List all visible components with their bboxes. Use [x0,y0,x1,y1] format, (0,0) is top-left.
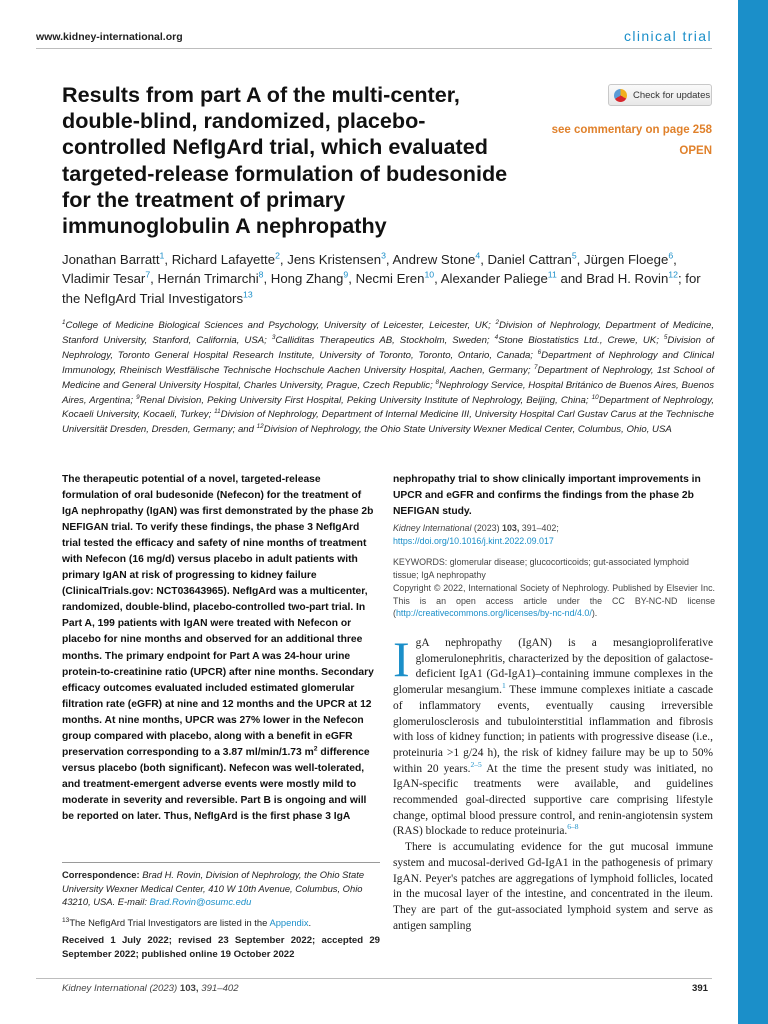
affiliation-list [62,319,714,438]
check-for-updates-button[interactable] [608,84,712,106]
intro-text-1: gA nephropathy (IgAN) is a mesangioproliferative glomerulonephritis, characterized by the deposition of galactose-deficient IgA1 (Gd-IgA1)–containing immune complexes in the glomerular mesangium. [393,637,713,697]
publication-dates: Received 1 July 2022; revised 23 September 2022; accepted 29 September 2022; published online 19 October 2022 [62,935,380,961]
drop-cap: I [393,631,410,687]
footer-citation [62,983,239,994]
intro-text-3: At the time the present study was initiated, no IgAN-specific treatments were available, and guidelines recommended goal-directed supportive care comprising lifestyle change, optimal blood pressure control, and renin-angiotensin system (RAS) blockade to reduce proteinuria. [393,762,713,838]
affiliation-text: College of Medicine Biological Sciences and Psychology, University of Leicester, Leicester, UK; [65,320,496,331]
abstract-text: The therapeutic potential of a novel, targeted-release formulation of oral budesonide (Nefecon) for the treatment of IgA nephropathy (IgAN) was first demonstrated by the phase 2b NEFIGAN trial. To verify these findings, the phase 3 NefIgArd trial tested the efficacy and safety of nine months of treatment with Nefecon (16 mg/d) versus placebo in adult patients with primary IgAN at risk of progressing to kidney failure (ClinicalTrials.gov: NCT03643965). NefIgArd was a multicenter, randomized, double-blind, placebo-controlled two-part trial. In Part A, 199 patients with IgAN were treated with Nefecon or placebo for nine months and observed for an additional three months. The primary endpoint for Part A was 24-hour urine protein-to-creatinine ratio (UPCR) after nine months. Secondary efficacy outcomes evaluated included estimated glomerular filtration rate (eGFR) at nine and 12 months and the UPCR at 12 months. At nine months, UPCR was 27% lower in the Nefecon group compared with placebo, along with a benefit in eGFR preservation corresponding to a 3.87 ml/min/1.73 m [62,474,374,758]
license-text: Copyright © 2022, International Society of Nephrology. Published by Elsevier Inc. This is an open access article under the CC BY-NC-ND license ( [393,583,715,619]
author-name: Andrew Stone [392,252,476,267]
section-label: clinical trial [623,28,712,44]
footer-journal-name: Kidney International [62,983,147,994]
author-separator: , [279,252,288,267]
abstract-right-column: nephropathy trial to show clinically important improvements in UPCR and eGFR and confirms the findings from the phase 2b NEFIGAN study. [393,474,701,518]
affiliation-number: 9 [136,393,140,401]
investigators-note-superscript: 13 [62,917,70,924]
citation-journal: Kidney International [393,523,472,533]
journal-side-bar [738,0,768,1024]
author-separator: , [150,271,158,287]
doi-link[interactable]: https://doi.org/10.1016/j.kint.2022.09.017 [393,535,554,546]
author-name: Vladimir Tesar [62,271,146,287]
footnote-divider [62,862,380,863]
correspondence-text: Brad H. Rovin, Division of Nephrology, the Ohio State University Wexner Medical Center, 410 W 10th Avenue, Columbus, Ohio 43210, USA. E-mail: [62,869,365,908]
author-affiliation-number: 13 [243,289,253,300]
affiliation-number: 7 [533,363,538,371]
reference-2-5[interactable]: 2–5 [470,759,482,769]
keywords: KEYWORDS: glomerular disease; glucocorticoids; gut-associated lymphoid tissue; IgA nephropathy [393,557,689,580]
page-number: 391 [691,983,708,994]
intro-text-2: These immune complexes initiate a cascade of inflammatory events, eventually causing irreversible glomerulosclerosis and tubulointerstitial inflammation and fibrosis with loss of kidney function; in patients with progressive disease (i.e., proteinuria >1 g/24 h), the risk of kidney failure may be up to 50% within 20 years. [393,684,714,775]
author-name: Richard Lafayette [171,252,276,267]
author-name: Hong Zhang [270,271,344,287]
commentary-link[interactable]: see commentary on page 258 [551,124,712,136]
author-affiliation-number: 2 [275,250,280,261]
reference-1[interactable]: 1 [502,681,506,691]
author-separator: , [263,271,271,287]
investigators-note-text: The NefIgArd Trial Investigators are listed in the [69,917,270,929]
affiliation-number: 1 [62,318,66,326]
license-close: ). [591,608,598,619]
affiliation-text: Renal Division, Peking University First Hospital, Peking University Institute of Nephrology, Beijing, China; [139,394,592,406]
header-divider [36,48,712,49]
footer-pages: 391–402 [198,983,239,994]
affiliation-number: 11 [214,408,221,416]
affiliation-number: 4 [494,333,499,341]
site-url[interactable]: www.kidney-international.org [36,31,183,43]
affiliation-text: Stone Biostatistics Ltd., Crewe, UK; [498,334,664,346]
author-affiliation-number: 4 [475,250,481,261]
author-name: Alexander Paliege [440,271,548,287]
abstract-superscript: 2 [313,745,318,753]
affiliation-number: 2 [495,318,499,326]
author-separator: , [434,271,441,287]
author-affiliation-number: 12 [668,270,678,281]
investigators-note [62,914,380,929]
author-affiliation-number: 5 [571,250,577,261]
license-link[interactable]: http://creativecommons.org/licenses/by-nc-nd/4.0/ [395,608,592,619]
affiliation-number: 10 [591,393,599,401]
affiliation-text: Nephrology Service, Hospital Británico de Buenos Aires, Buenos Aires, Argentina; [62,379,715,406]
author-name: Jonathan Barratt [62,252,160,267]
author-separator: ; [677,271,686,287]
author-affiliation-number: 3 [381,250,386,261]
email-link[interactable]: Brad.Rovin@osumc.edu [149,896,252,908]
author-separator: , [164,252,172,267]
affiliation-number: 3 [271,333,276,341]
affiliation-number: 5 [663,333,668,341]
author-separator: , [480,252,488,267]
correspondence-label: Correspondence: [62,869,140,880]
abstract-left-column [62,472,380,825]
article-title: Results from part A of the multi-center, double-blind, randomized, placebo-controlled NefIgArd trial, which evaluated targeted-release formulation of budesonide for the treatment of primary immunoglobulin A nephropathy [62,82,508,239]
affiliation-number: 12 [256,423,264,431]
author-name: for the NefIgArd Trial Investigators [62,271,701,306]
intro-paragraph-1 [393,631,714,840]
author-affiliation-number: 8 [258,270,264,281]
author-affiliation-number: 10 [424,270,435,281]
intro-paragraph-2: There is accumulating evidence for the gut mucosal immune system and mucosal-derived Gd-IgA1 in the pathogenesis of primary IgAN. Peyer's patches are aggregations of lymphoid follicles, located in the mucosal layer of the intestine, and concentrated in the ileum. They are part of the gut-associated lymphoid system and serve as antigen sampling [393,841,713,932]
footer-year: (2023) [146,983,180,994]
author-name: Jürgen Floege [584,252,669,267]
author-affiliation-number: 6 [668,250,674,261]
affiliation-text: Department of Nephrology and Clinical Immunology, Rheinisch Westfälische Technische Hochschule Aachen University Hospital, Aachen, Germany; [62,349,714,376]
author-separator: , [385,252,393,267]
citation-pages: 391–402; [519,523,559,533]
author-affiliation-number: 11 [547,270,557,281]
author-affiliation-number: 9 [343,270,349,281]
affiliation-text: Division of Nephrology, the Ohio State University Wexner Medical Center, Columbus, Ohio, USA [263,424,672,436]
citation-year: (2023) [471,523,503,533]
check-for-updates-label: Check for updates [633,89,711,101]
footer-volume: 103, [179,983,199,994]
correspondence [62,868,380,909]
affiliation-number: 8 [435,378,440,386]
affiliation-text: Division of Nephrology, Department of Internal Medicine III, University Hospital Carl Gustav Carus at the Technische Universität Dresden, Dresden, Germany; and [62,409,714,436]
author-separator: , [673,252,677,267]
affiliation-number: 6 [537,348,542,356]
author-separator: , [348,271,356,287]
license-statement [393,582,715,620]
affiliation-text: Department of Nephrology, 1st School of Medicine and General University Hospital, Charles University, Prague, Czech Republic; [62,364,714,391]
appendix-link[interactable]: Appendix [269,917,309,929]
author-name: Brad H. Rovin [586,271,669,287]
citation-volume: 103, [502,523,520,533]
affiliation-text: Division of Nephrology, Toronto General Hospital Research Institute, University of Toronto, Toronto, Ontario, Canada; [62,334,714,361]
author-affiliation-number: 1 [159,250,165,261]
author-name: Hernán Trimarchi [157,271,259,287]
investigators-note-end: . [308,917,312,929]
affiliation-text: Department of Nephrology, Kocaeli University, Kocaeli, Turkey; [62,394,714,421]
reference-6-8[interactable]: 6–8 [567,822,579,832]
affiliation-text: Calliditas Therapeutics AB, Stockholm, Sweden; [275,334,495,346]
introduction [393,631,714,934]
affiliation-text: Division of Nephrology, Department of Medicine, Stanford University, Stanford, California, USA; [62,320,714,346]
author-name: Jens Kristensen [287,252,382,267]
author-name: Daniel Cattran [487,252,572,267]
footer-divider [36,978,712,979]
open-access-label: OPEN [679,145,712,157]
citation [393,522,715,547]
abstract-text-continued: difference versus placebo (both significant). Nefecon was well-tolerated, and treatment-emergent adverse events were mostly mild to moderate in severity and reversible. Part B is ongoing and will be reported on later. Thus, NefIgArd is the first phase 3 IgA [62,746,370,822]
author-name: Necmi Eren [355,271,425,287]
author-list [62,250,722,308]
author-affiliation-number: 7 [145,270,151,281]
author-separator: and [556,271,587,287]
crossmark-icon [614,89,627,102]
author-separator: , [576,252,584,267]
